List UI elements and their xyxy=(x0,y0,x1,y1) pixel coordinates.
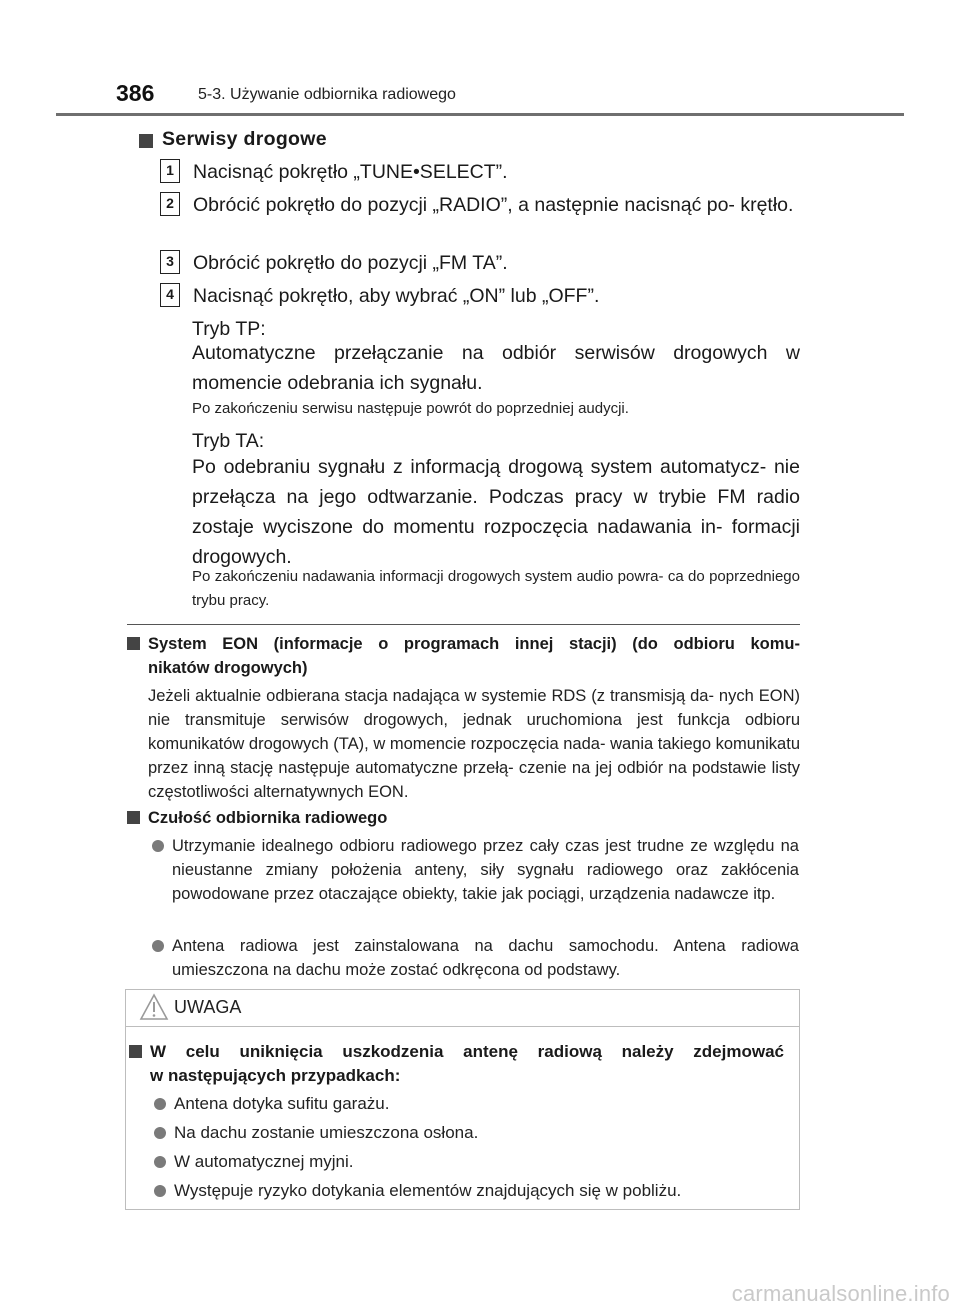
section-divider xyxy=(127,624,800,625)
eon-body: Jeżeli aktualnie odbierana stacja nadająca w systemie RDS (z transmisją da- nych EON) nie transmituje serwisów drogowych, jednak uruchomiona jest funkcja odbioru komunikatów drogowych (TA), w momencie rozpoczęcia nada- wania takiego komunikatu przez inną stację następuje automatyczne przełą- czenie na jej odbiór na podstawie listy częstotliwości alternatywnych EON. xyxy=(148,687,800,801)
bullet-text: Utrzymanie idealnego odbioru radiowego przez cały czas jest trudne ze względu na nieustanne zmiany położenia anteny, siły sygnału radiowego oraz zakłócenia powodowane przez otaczające obiekty, takie jak pociągi, urządzenia nadawcze itp. xyxy=(172,837,799,903)
footer-watermark: carmanualsonline.info xyxy=(731,1281,950,1306)
ta-label: Tryb TA: xyxy=(192,430,265,452)
traffic-heading-text: Serwisy drogowe xyxy=(162,128,327,150)
square-bullet-icon xyxy=(127,811,140,824)
header-rule xyxy=(56,113,904,116)
step-number-badge: 1 xyxy=(160,159,180,183)
warning-divider xyxy=(125,1026,800,1027)
square-bullet-icon xyxy=(127,637,140,650)
warning-triangle-icon xyxy=(139,993,169,1021)
section-title: 5-3. Używanie odbiornika radiowego xyxy=(198,86,456,103)
step-text: Obrócić pokrętło do pozycji „RADIO”, a następnie nacisnąć po- krętło. xyxy=(193,194,794,216)
step-text: Nacisnąć pokrętło „TUNE•SELECT”. xyxy=(193,161,508,183)
eon-heading-line1: System EON (informacje o programach innej stacji) (do odbioru komu- xyxy=(148,635,800,653)
eon-heading-line2: nikatów drogowych) xyxy=(148,659,308,677)
bullet-text: Na dachu zostanie umieszczona osłona. xyxy=(174,1123,479,1142)
tp-note: Po zakończeniu serwisu następuje powrót do poprzedniej audycji. xyxy=(192,400,629,417)
round-bullet-icon xyxy=(154,1185,166,1197)
tp-label: Tryb TP: xyxy=(192,318,266,340)
square-bullet-icon xyxy=(139,134,153,148)
step-number-badge: 4 xyxy=(160,283,180,307)
ta-text: Po odebraniu sygnału z informacją drogową system automatycz- nie przełącza na jego odtwarzanie. Podczas pracy w trybie FM radio zostaje wyciszone do momentu rozpoczęcia nadawania in- formacji drogowych. xyxy=(192,456,800,568)
ta-note: Po zakończeniu nadawania informacji drogowych system audio powra- ca do poprzedniego trybu pracy. xyxy=(192,568,800,609)
step-text: Nacisnąć pokrętło, aby wybrać „ON” lub „OFF”. xyxy=(193,285,600,307)
step-number-badge: 2 xyxy=(160,192,180,216)
step-number-badge: 3 xyxy=(160,250,180,274)
round-bullet-icon xyxy=(152,940,164,952)
tp-text: Automatyczne przełączanie na odbiór serwisów drogowych w momencie odebrania ich sygnału. xyxy=(192,342,800,394)
step-text: Obrócić pokrętło do pozycji „FM TA”. xyxy=(193,252,508,274)
round-bullet-icon xyxy=(154,1098,166,1110)
warning-title: UWAGA xyxy=(174,997,242,1017)
page-number: 386 xyxy=(116,80,155,106)
sensitivity-heading-text: Czułość odbiornika radiowego xyxy=(148,809,388,827)
round-bullet-icon xyxy=(154,1127,166,1139)
warning-heading-line2: w następujących przypadkach: xyxy=(150,1066,401,1085)
square-bullet-icon xyxy=(129,1045,142,1058)
bullet-text: Antena radiowa jest zainstalowana na dachu samochodu. Antena radiowa umieszczona na dachu może zostać odkręcona od podstawy. xyxy=(172,937,799,979)
round-bullet-icon xyxy=(154,1156,166,1168)
bullet-text: W automatycznej myjni. xyxy=(174,1152,354,1171)
bullet-text: Antena dotyka sufitu garażu. xyxy=(174,1094,390,1113)
bullet-text: Występuje ryzyko dotykania elementów znajdujących się w pobliżu. xyxy=(174,1181,682,1200)
round-bullet-icon xyxy=(152,840,164,852)
warning-heading-line1: W celu uniknięcia uszkodzenia antenę radiową należy zdejmować xyxy=(150,1042,784,1061)
